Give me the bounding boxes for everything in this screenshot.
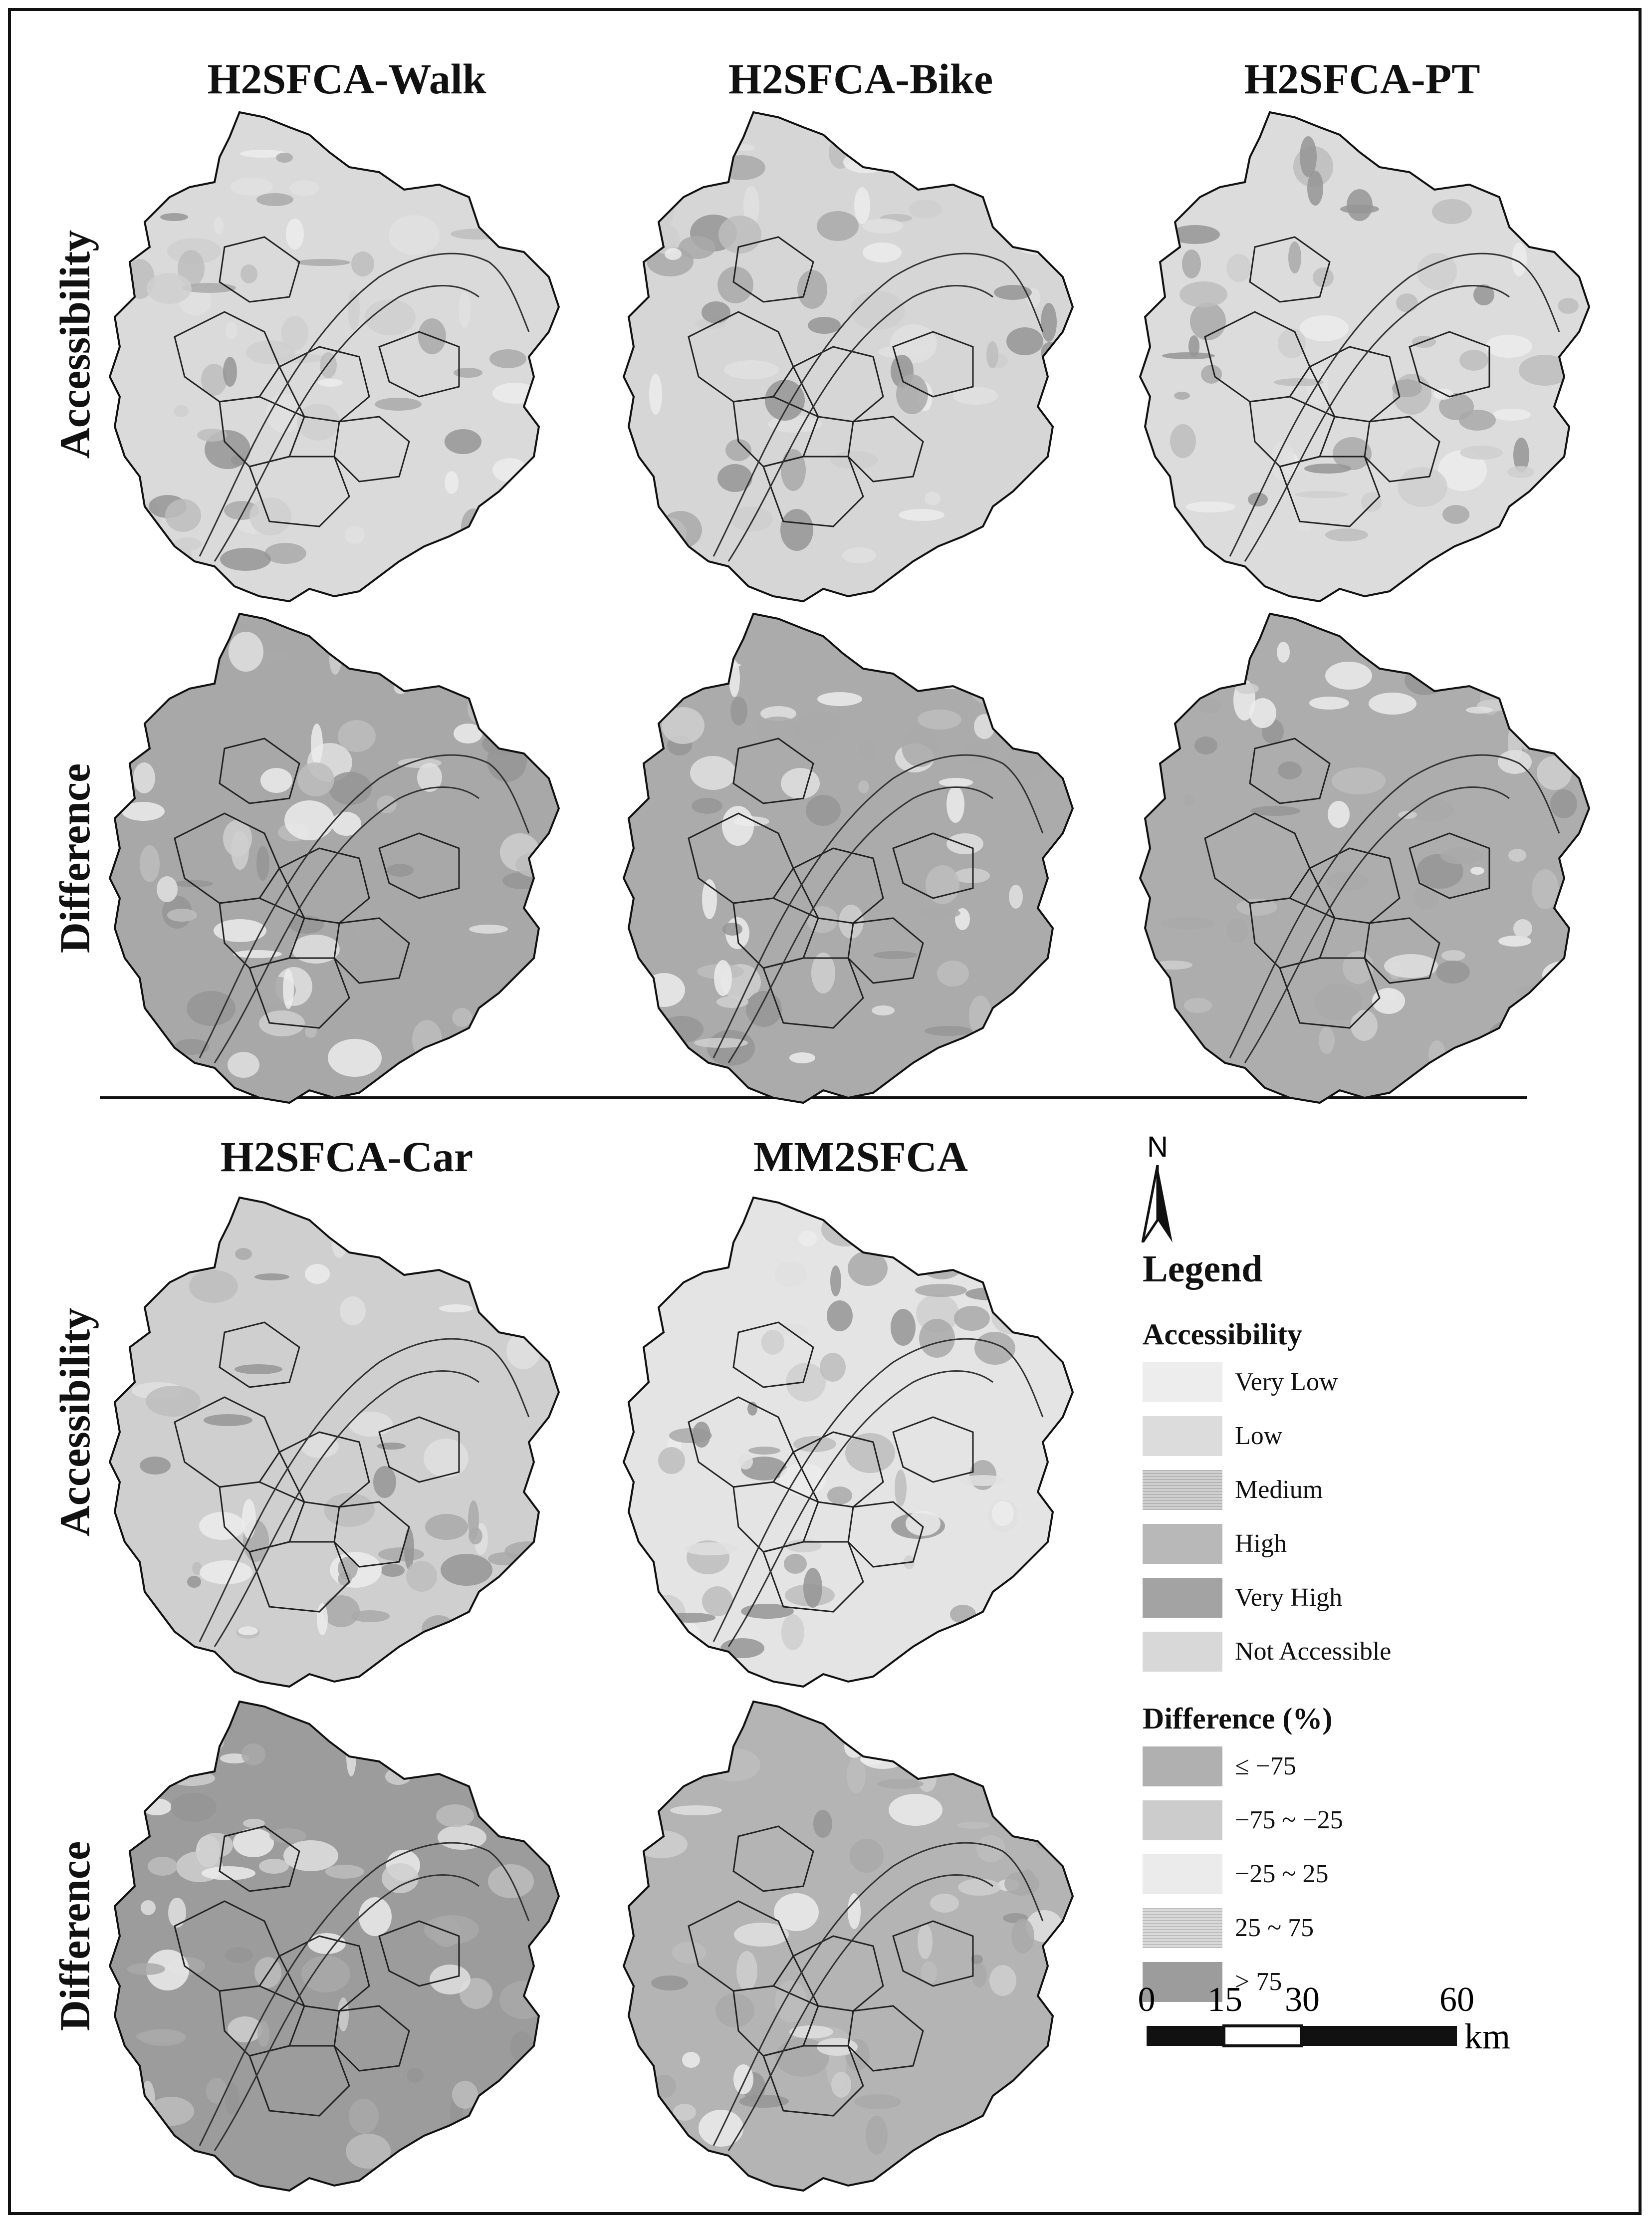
scale-bar <box>1138 1971 1537 2071</box>
scale-bar-graphic <box>1138 1971 1537 2071</box>
north-arrow <box>1138 1128 1178 1242</box>
legend-acc-label: Very High <box>1235 1583 1343 1612</box>
north-label: N <box>1147 1131 1168 1163</box>
map-mm-difference <box>614 1687 1093 2211</box>
legend-diff-swatch <box>1143 1854 1222 1894</box>
legend-difference-heading: Difference (%) <box>1143 1702 1333 1735</box>
legend-acc-swatch <box>1143 1416 1222 1456</box>
legend-acc-label: Low <box>1235 1422 1283 1450</box>
scale-seg-2 <box>1224 2026 1301 2046</box>
legend-acc-swatch <box>1143 1470 1222 1510</box>
map-pt-difference <box>1130 599 1609 1123</box>
col-title-mm: MM2SFCA <box>753 1133 968 1181</box>
legend-acc-label: High <box>1235 1529 1287 1558</box>
map-pt-accessibility <box>1130 97 1609 621</box>
row-label-difference-bottom: Difference <box>51 1841 99 2031</box>
legend-diff-swatch <box>1143 1746 1222 1786</box>
map-mm-accessibility <box>614 1183 1093 1707</box>
scale-tick-0: 0 <box>1138 1980 1156 2019</box>
scale-seg-3 <box>1301 2026 1457 2046</box>
col-title-pt: H2SFCA-PT <box>1244 55 1480 103</box>
col-title-car: H2SFCA-Car <box>220 1133 473 1181</box>
scale-tick-60: 60 <box>1439 1980 1474 2019</box>
legend-acc-label: Medium <box>1235 1476 1323 1504</box>
map-car-difference <box>100 1687 579 2211</box>
legend-diff-label: > 75 <box>1235 1968 1282 1996</box>
legend-diff-label: 25 ~ 75 <box>1235 1914 1314 1942</box>
legend-acc-label: Not Accessible <box>1235 1637 1392 1666</box>
legend-acc-swatch <box>1143 1632 1222 1672</box>
map-bike-accessibility <box>614 97 1093 621</box>
scale-seg-1 <box>1147 2026 1224 2046</box>
legend-title: Legend <box>1143 1248 1263 1290</box>
row-label-accessibility-bottom: Accessibility <box>51 1307 99 1537</box>
scale-tick-15: 15 <box>1207 1980 1242 2019</box>
map-bike-difference <box>614 599 1093 1123</box>
scale-tick-30: 30 <box>1285 1980 1320 2019</box>
legend-acc-swatch <box>1143 1524 1222 1564</box>
legend-diff-swatch <box>1143 1800 1222 1840</box>
map-walk-accessibility <box>100 97 579 621</box>
col-title-walk: H2SFCA-Walk <box>207 55 486 103</box>
legend-accessibility-heading: Accessibility <box>1143 1318 1302 1351</box>
row-label-difference-top: Difference <box>51 763 99 954</box>
scale-unit: km <box>1464 2016 1511 2056</box>
map-walk-difference <box>100 599 579 1123</box>
col-title-bike: H2SFCA-Bike <box>728 55 993 103</box>
legend-diff-label: −75 ~ −25 <box>1235 1806 1343 1834</box>
map-car-accessibility <box>100 1183 579 1707</box>
legend-acc-swatch <box>1143 1362 1222 1402</box>
legend-acc-swatch <box>1143 1578 1222 1618</box>
row-label-accessibility-top: Accessibility <box>51 230 99 459</box>
north-arrow-icon <box>1138 1128 1178 1242</box>
legend-diff-label: ≤ −75 <box>1235 1752 1296 1780</box>
legend-diff-swatch <box>1143 1908 1222 1948</box>
legend-acc-label: Very Low <box>1235 1368 1338 1396</box>
legend-diff-label: −25 ~ 25 <box>1235 1860 1329 1888</box>
